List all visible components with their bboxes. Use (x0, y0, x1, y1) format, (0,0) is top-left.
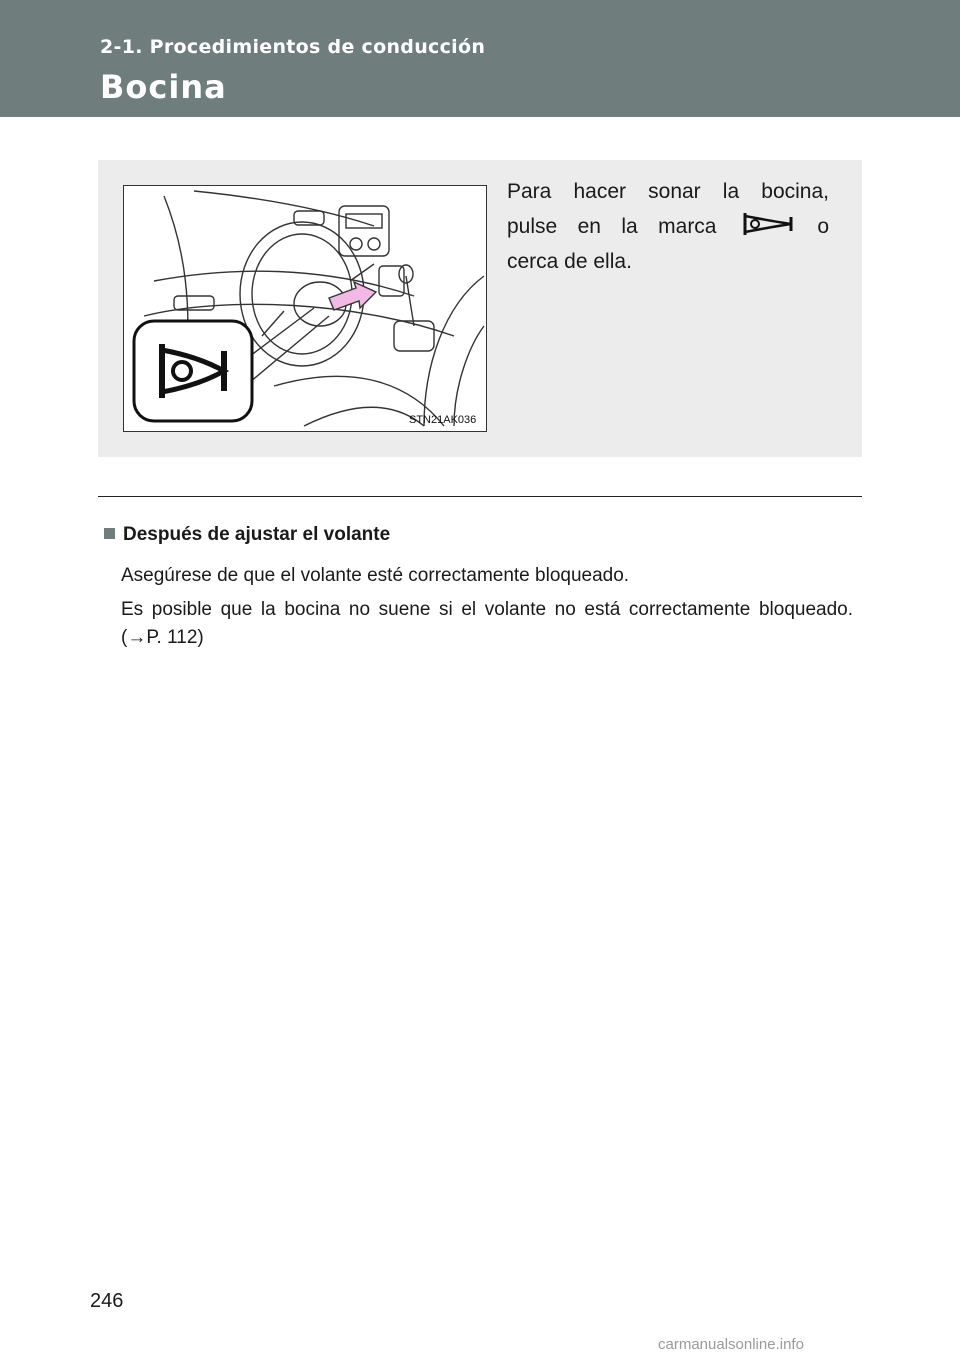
word: marca (658, 215, 717, 238)
word: la (621, 215, 638, 238)
page-title: Bocina (100, 68, 227, 106)
instruction-line-1 (507, 174, 829, 209)
header-band (0, 0, 960, 117)
square-bullet-icon (104, 528, 115, 539)
note-heading (104, 524, 390, 546)
dashboard-drawing (124, 186, 486, 431)
note-paragraph-2: Es posible que la bocina no suene si el volante no está correctamente bloqueado. (→P. 112) (121, 599, 853, 648)
word: o (817, 215, 829, 238)
word: Para (507, 180, 552, 203)
word: bocina, (761, 180, 829, 203)
figure-code: STN21AK036 (409, 414, 477, 426)
instruction-line-2 (507, 209, 829, 244)
word: hacer (573, 180, 627, 203)
word: pulse (507, 215, 558, 238)
word: en (577, 215, 601, 238)
word: la (722, 180, 740, 203)
word: sonar (648, 180, 701, 203)
note-paragraph-1: Asegúrese de que el volante esté correctamente bloqueado. (121, 565, 630, 586)
section-label: 2-1. Procedimientos de conducción (100, 36, 486, 58)
horn-icon (737, 209, 797, 239)
note-title-text: Después de ajustar el volante (123, 524, 391, 545)
instruction-text (507, 174, 829, 279)
divider (98, 496, 862, 497)
watermark: carmanualsonline.info (658, 1336, 804, 1353)
page-number: 246 (90, 1290, 124, 1312)
instruction-line-3: cerca de ella. (507, 250, 632, 273)
steering-wheel-illustration (123, 185, 487, 432)
